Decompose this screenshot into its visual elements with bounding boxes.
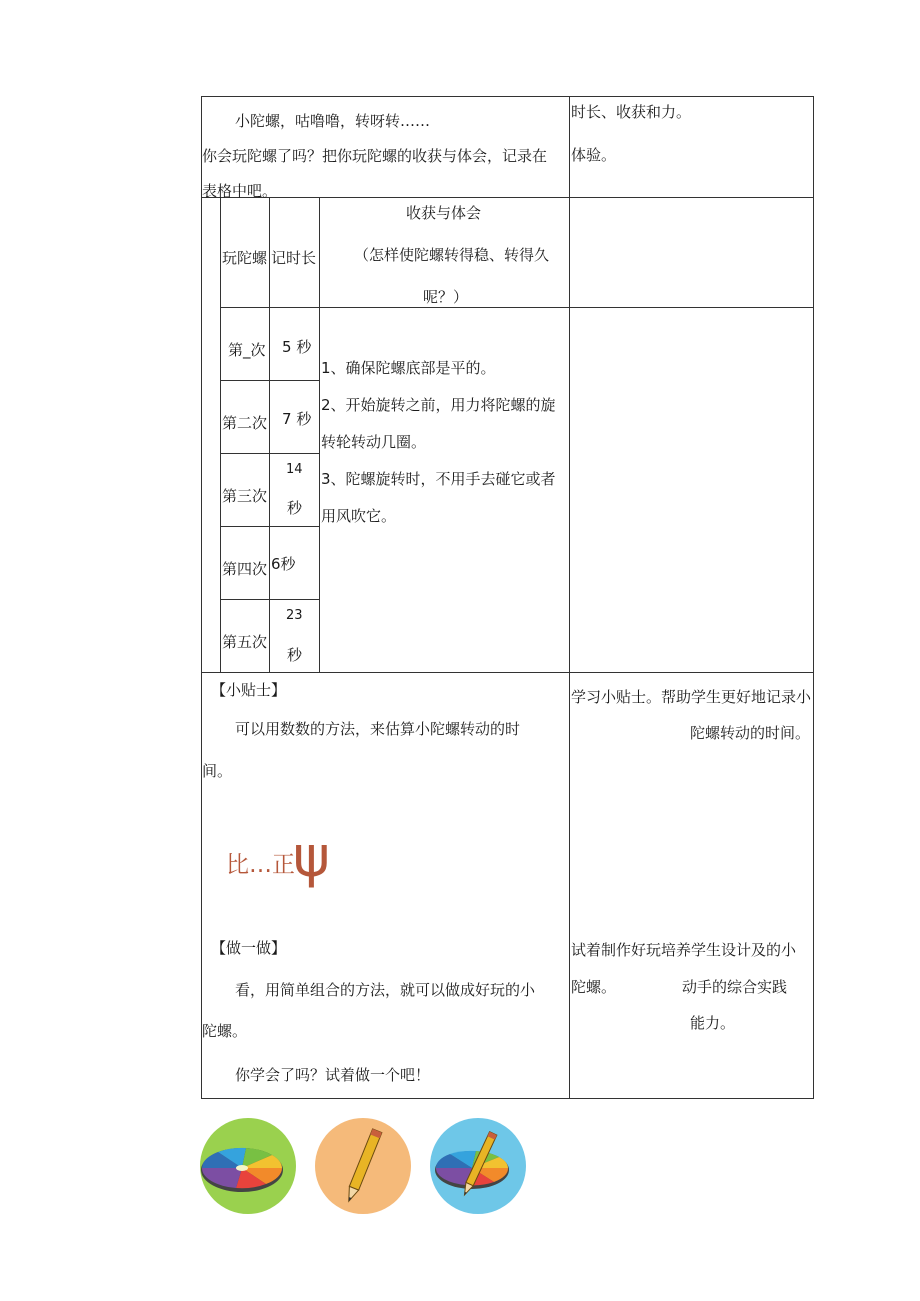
header-col-3-end: 呢？）	[423, 288, 469, 306]
row-4-time-unit: 秒	[280, 555, 296, 573]
row-2-time-unit: 秒	[296, 410, 312, 428]
row-2-time-value: 7	[282, 410, 292, 428]
row-4-time-value: 6	[271, 555, 281, 573]
row-1-label: 第_次	[228, 341, 266, 359]
row-3-time-value: 14	[286, 462, 303, 477]
table-tip-3: 转轮转动几圈。	[321, 433, 427, 451]
right-make-2a: 陀螺。	[571, 978, 617, 996]
right-tip-2: 陀螺转动的时间。	[690, 724, 811, 742]
row-1-time	[282, 340, 311, 355]
header-col-3-sub: （怎样使陀螺转得稳、转得久	[354, 246, 550, 264]
tally-image-text: 比…正	[226, 852, 295, 878]
right-make-1: 试着制作好玩培养学生设计及的小	[571, 941, 797, 959]
table-tip-5: 用风吹它。	[321, 507, 397, 525]
row-2-time	[282, 412, 311, 427]
make-section-line-3: 你学会了吗？试着做一个吧！	[235, 1066, 431, 1084]
header-col-1: 玩陀螺	[222, 249, 268, 267]
spinning-top-with-pencil-image	[430, 1118, 526, 1214]
right-note-2: 体验。	[571, 146, 617, 164]
row-1-time-unit: 秒	[296, 338, 312, 356]
right-note-1: 时长、收获和力。	[571, 103, 692, 121]
spinning-top-disc-image	[200, 1118, 296, 1214]
row-2-label: 第二次	[222, 414, 268, 432]
right-tip-1: 学习小贴士。帮助学生更好地记录小	[571, 688, 812, 706]
row-3-label: 第三次	[222, 487, 268, 505]
make-section-line-1: 看，用简单组合的方法，就可以做成好玩的小	[235, 981, 536, 999]
row-5-label: 第五次	[222, 633, 268, 651]
tally-image-symbol: ψ	[293, 825, 330, 890]
row-3-time-unit: 秒	[287, 499, 303, 517]
make-section-line-2: 陀螺。	[202, 1022, 248, 1040]
table-tip-2: 2、开始旋转之前，用力将陀螺的旋	[321, 396, 556, 414]
tip-section-title: 【小贴士】	[211, 681, 287, 699]
table-tip-1: 1、确保陀螺底部是平的。	[321, 359, 496, 377]
row-4-time	[271, 557, 296, 572]
intro-line-1: 小陀螺，咕噜噜，转呀转……	[235, 112, 431, 130]
table-tip-4: 3、陀螺旋转时，不用手去碰它或者	[321, 470, 556, 488]
intro-line-3: 表格中吧。	[202, 182, 278, 200]
row-4-label: 第四次	[222, 560, 268, 578]
tip-section-line-2: 间。	[202, 762, 233, 780]
right-make-3: 能力。	[690, 1014, 736, 1032]
right-make-2b: 动手的综合实践	[682, 978, 788, 996]
make-section-title: 【做一做】	[211, 939, 287, 957]
intro-line-2: 你会玩陀螺了吗？把你玩陀螺的收获与体会，记录在	[202, 147, 548, 165]
row-1-time-value: 5	[282, 338, 292, 356]
header-col-2: 记时长	[271, 249, 317, 267]
header-col-3-title: 收获与体会	[406, 204, 482, 222]
pencil-image	[315, 1118, 411, 1214]
row-5-time-unit: 秒	[287, 646, 303, 664]
tip-section-line-1: 可以用数数的方法，来估算小陀螺转动的时	[235, 720, 521, 738]
row-5-time-value: 23	[286, 608, 303, 623]
